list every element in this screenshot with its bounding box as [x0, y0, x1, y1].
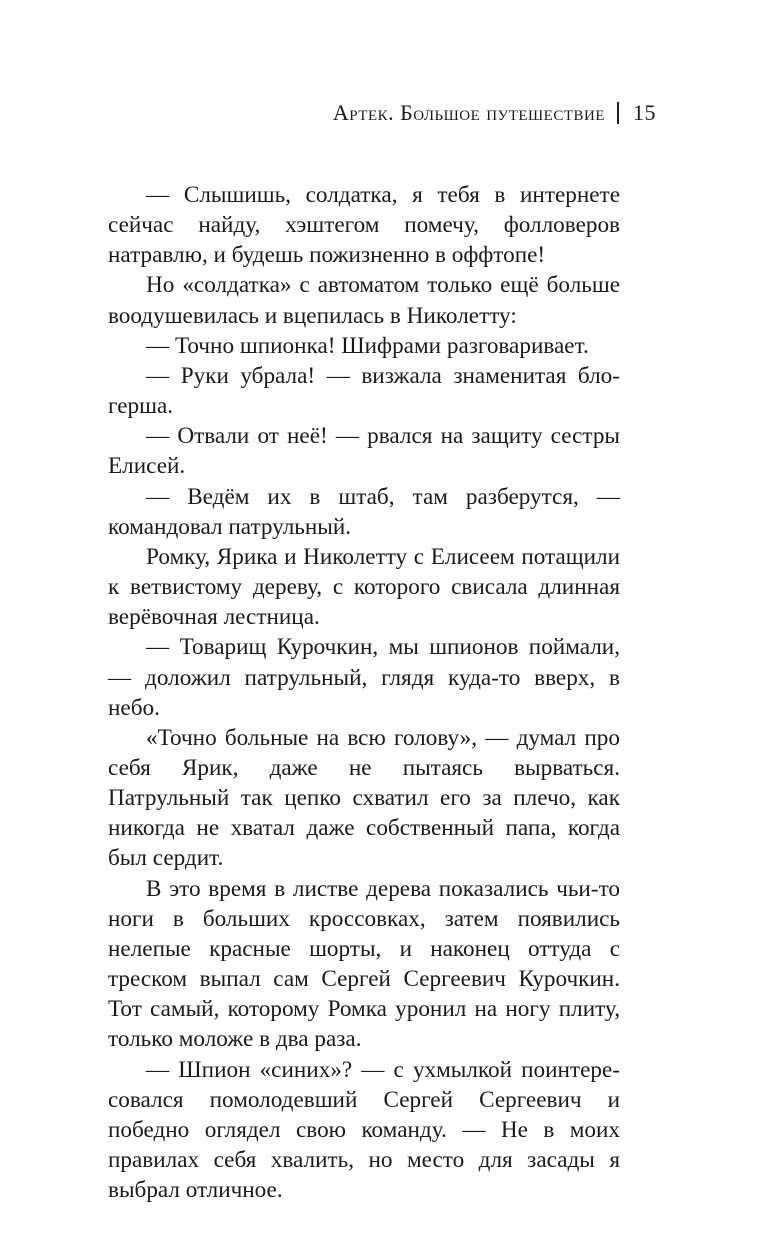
- running-header: [333, 100, 656, 126]
- header-separator: [617, 102, 619, 124]
- paragraph: — Отвали от неё! — рвался на защиту сестры Елисей.: [108, 423, 620, 480]
- paragraph: — Руки убрала! — визжала знаменитая блогерша.: [108, 362, 620, 420]
- paragraph: — Товарищ Курочкин, мы шпионов поймали, — доложил патрульный, глядя куда-то вверх, в небо.: [108, 634, 620, 721]
- paragraph: «Точно больные на всю голову», — думал про себя Ярик, даже не пытаясь вырваться. Патрульный так цепко схватил его за плечо, как никогда не хватал даже собственный папа, когда был сердит.: [108, 724, 620, 872]
- paragraph: Но «солдатка» с автоматом только ещё больше воодушевилась и вцепилась в Николетту:: [108, 272, 620, 329]
- running-title: Артек. Большое путешествие: [332, 100, 605, 125]
- paragraph: — Ведём их в штаб, там разберутся, — командовал патрульный.: [108, 483, 620, 540]
- paragraph: — Слышишь, солдатка, я тебя в интернете сейчас найду, хэштегом помечу, фолловеров натравлю, и будешь пожизненно в оффтопе!: [108, 182, 620, 269]
- paragraph: — Шпион «синих»? — с ухмылкой поинтересовался помолодевший Сергей Сергеевич и победно оглядел свою команду. — Не в моих правилах себя хвалить, но место для засады я выбрал отличное.: [108, 1056, 620, 1204]
- body-text: [108, 180, 620, 1205]
- page-number: 15: [633, 100, 656, 125]
- paragraph: В это время в листве дерева показались чьи-то ноги в больших кроссовках, затем появились нелепые красные шорты, и наконец оттуда с треском выпал сам Сергей Сергеевич Курочкин. Тот самый, которому Ромка уронил на ногу плиту, только моложе в два раза.: [108, 875, 620, 1053]
- paragraph: — Точно шпионка! Шифрами разговаривает.: [146, 332, 589, 359]
- paragraph: Ромку, Ярика и Николетту с Елисеем потащили к ветвистому дереву, с которого свисала длинная верёвочная лестница.: [108, 543, 620, 631]
